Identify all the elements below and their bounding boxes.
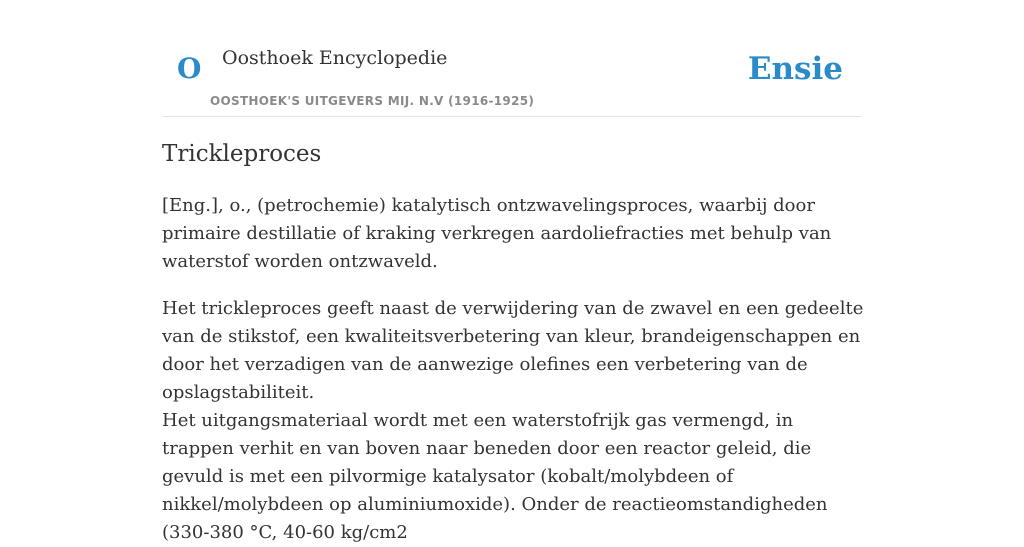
article-paragraph: Het uitgangsmateriaal wordt met een waterstofrijk gas vermengd, in trappen verhit en van boven naar beneden door een reactor geleid, die gevuld is met een pilvormige katalysator (kobalt/molybdeen of nikkel/molybdeen op aluminiumoxide). Onder de reactieomstandigheden (330-380 °C, 40-60 kg/cm2: [162, 410, 828, 543]
article-paragraph: [Eng.], o., (petrochemie) katalytisch ontzwavelingsproces, waarbij door primaire destillatie of kraking verkregen aardoliefracties met behulp van waterstof worden ontzwaveld.: [162, 195, 832, 272]
brand-logo[interactable]: Ensie: [747, 51, 843, 87]
source-subtitle: OOSTHOEK'S UITGEVERS MIJ. N.V (1916-1925): [210, 94, 535, 108]
page-container: [162, 0, 864, 543]
article-paragraph: Het trickleproces geeft naast de verwijdering van de zwavel en een gedeelte van de stikstof, een kwaliteitsverbetering van kleur, brandeigenschappen en door het verzadigen van de aanwezige olefines een verbetering van de opslagstabiliteit.: [162, 298, 864, 403]
header: [162, 0, 862, 117]
index-letter[interactable]: O: [177, 52, 202, 85]
article-title: Trickleproces: [162, 141, 322, 167]
source-title[interactable]: Oosthoek Encyclopedie: [222, 47, 448, 69]
